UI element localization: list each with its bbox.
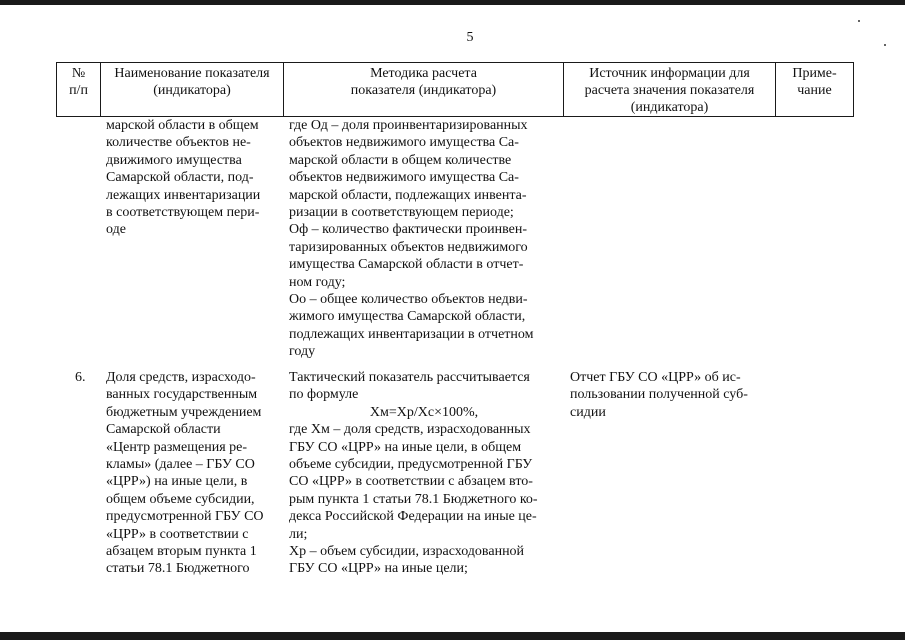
header-line: Методика расчета <box>370 66 477 81</box>
text-line: оде <box>106 222 126 238</box>
text-line: имущества Самарской области в отчет- <box>289 257 524 273</box>
text-line: Отчет ГБУ СО «ЦРР» об ис- <box>570 370 741 385</box>
text-line: Оо – общее количество объектов недви- <box>289 292 528 308</box>
text-line: объектов недвижимого имущества Са- <box>289 135 519 151</box>
text-line: бюджетным учреждением <box>106 404 262 420</box>
header-line: Приме- <box>792 66 837 81</box>
header-indicator-name <box>101 65 283 99</box>
row-6-indicator-name <box>106 369 278 578</box>
text-line: ванных государственным <box>106 387 258 403</box>
row-6-method <box>289 369 559 578</box>
bottom-scan-edge <box>0 632 905 640</box>
header-line: чание <box>797 83 832 98</box>
text-line: декса Российской Федерации на иные це- <box>289 509 537 525</box>
text-line: ном году; <box>289 274 346 290</box>
header-method <box>284 65 563 99</box>
text-line: общем объеме субсидии, <box>106 491 255 507</box>
header-line: (индикатора) <box>153 83 231 98</box>
scan-speck <box>884 44 886 46</box>
text-line: лежащих инвентаризации <box>106 187 261 203</box>
text-line: рым пункта 1 статьи 78.1 Бюджетного ко- <box>289 491 538 507</box>
formula: Хм=Хр/Хс×100%, <box>369 404 479 420</box>
header-source <box>564 65 775 116</box>
text-line: Хр – объем субсидии, израсходованной <box>289 544 525 560</box>
row-cont-indicator-name <box>106 117 278 239</box>
text-line: ли; <box>289 526 308 542</box>
text-line: подлежащих инвентаризации в отчетном <box>289 326 534 342</box>
header-line: № <box>71 66 86 81</box>
header-line: (индикатора) <box>630 100 709 115</box>
text-line: Оф – количество фактически проинвен- <box>289 222 528 238</box>
text-line: по формуле <box>289 387 359 403</box>
row-6-number: 6. <box>75 370 86 385</box>
text-line: где Од – доля проинвентаризированных <box>289 118 528 133</box>
row-6-source <box>570 369 772 421</box>
page-number: 5 <box>466 30 474 45</box>
text-line: статьи 78.1 Бюджетного <box>106 561 250 577</box>
text-line: ГБУ СО «ЦРР» на иные цели; <box>289 561 468 577</box>
text-line: СО «ЦРР» в соответствии с абзацем вто- <box>289 474 533 490</box>
text-line: ризации в соответствующем периоде; <box>289 205 514 221</box>
text-line: марской области, подлежащих инвента- <box>289 187 527 203</box>
text-line: Самарской области <box>106 422 221 438</box>
header-line: расчета значения показателя <box>584 83 755 98</box>
text-line: жимого имущества Самарской области, <box>289 309 526 325</box>
header-note <box>776 65 853 99</box>
text-line: кламы» (далее – ГБУ СО <box>106 457 255 473</box>
scan-speck <box>858 20 860 22</box>
header-line: п/п <box>69 83 88 98</box>
header-line: Наименование показателя <box>114 66 270 81</box>
text-line: Тактический показатель рассчитывается <box>289 370 530 385</box>
text-line: «ЦРР») на иные цели, в <box>106 474 248 490</box>
text-line: количестве объектов не- <box>106 135 251 151</box>
text-line: абзацем вторым пункта 1 <box>106 544 257 560</box>
text-line: году <box>289 344 316 360</box>
text-line: движимого имущества <box>106 152 242 168</box>
text-line: в соответствующем пери- <box>106 205 260 221</box>
text-line: марской области в общем количестве <box>289 152 512 168</box>
text-line: ГБУ СО «ЦРР» на иные цели, в общем <box>289 439 522 455</box>
header-number <box>57 65 100 99</box>
text-line: предусмотренной ГБУ СО <box>106 509 264 525</box>
row-cont-method <box>289 117 559 361</box>
text-line: сидии <box>570 404 606 420</box>
text-line: объектов недвижимого имущества Са- <box>289 170 519 186</box>
header-line: показателя (индикатора) <box>350 83 497 98</box>
top-scan-edge <box>0 0 905 5</box>
text-line: объеме субсидии, предусмотренной ГБУ <box>289 457 533 473</box>
text-line: пользовании полученной суб- <box>570 387 748 403</box>
text-line: Самарской области, под- <box>106 170 254 186</box>
text-line: таризированных объектов недвижимого <box>289 239 528 255</box>
text-line: марской области в общем <box>106 118 259 133</box>
text-line: «ЦРР» в соответствии с <box>106 526 249 542</box>
header-line: Источник информации для <box>589 66 750 81</box>
text-line: Доля средств, израсходо- <box>106 370 256 385</box>
text-line: «Центр размещения ре- <box>106 439 248 455</box>
text-line: где Хм – доля средств, израсходованных <box>289 422 531 438</box>
